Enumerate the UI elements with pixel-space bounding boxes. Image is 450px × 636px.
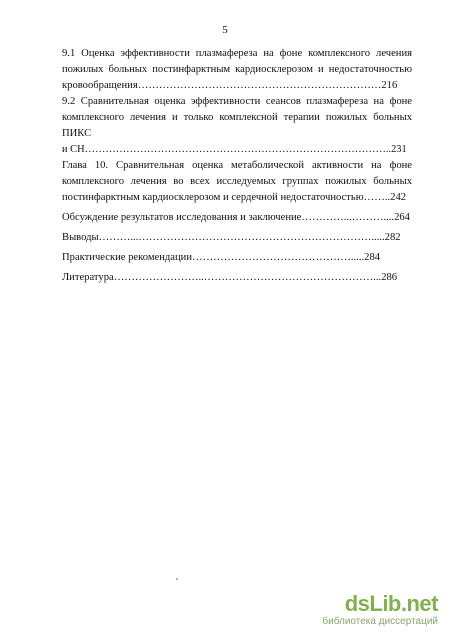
watermark-tagline: библиотека диссертаций xyxy=(322,616,438,627)
toc-line: и СН……………………………………………………………………………..231 xyxy=(62,144,407,155)
watermark[interactable] xyxy=(322,593,438,628)
toc-entry-9-1[interactable] xyxy=(62,46,412,94)
watermark-logo xyxy=(322,593,438,615)
toc-line: 9.2 Сравнительная оценка эффективности сеансов плазмафереза на фоне xyxy=(62,96,412,107)
toc-entry-chapter-10[interactable] xyxy=(62,158,412,206)
toc-entry-discussion[interactable] xyxy=(62,210,412,226)
scan-speck xyxy=(176,578,178,580)
toc-line: Практические рекомендации……………………………………….....284 xyxy=(62,252,381,263)
toc-line: 9.1 Оценка эффективности плазмафереза на фоне комплексного лечения xyxy=(62,48,412,59)
toc-line: Обсуждение результатов исследования и заключение…………...………....264 xyxy=(62,212,410,223)
watermark-logo-suffix: .net xyxy=(400,591,438,616)
toc-line: кровообращения……………………………………………………………216 xyxy=(62,80,398,91)
page-number: 5 xyxy=(222,24,228,36)
watermark-logo-main: dsLib xyxy=(344,591,401,616)
toc-line: Выводы………...………………………………………………………….....282 xyxy=(62,232,401,243)
toc-line: комплексного лечения во всех исследуемых группах пожилых больных xyxy=(62,176,412,187)
toc-line: Литература……………………..…………………………………………...286 xyxy=(62,272,398,283)
toc-line: Глава 10. Сравнительная оценка метаболической активности на фоне xyxy=(62,160,412,171)
toc-line: пожилых больных постинфарктным кардиосклерозом и недостаточностью xyxy=(62,64,412,75)
toc-entry-literature[interactable] xyxy=(62,270,412,286)
table-of-contents xyxy=(62,46,412,286)
toc-line: постинфарктным кардиосклерозом и сердечной недостаточностью……..242 xyxy=(62,192,407,203)
toc-line: комплексного лечения и только комплексной терапии пожилых больных ПИКС xyxy=(62,112,412,139)
toc-entry-9-2[interactable] xyxy=(62,94,412,158)
toc-entry-conclusions[interactable] xyxy=(62,230,412,246)
toc-entry-recommendations[interactable] xyxy=(62,250,412,266)
